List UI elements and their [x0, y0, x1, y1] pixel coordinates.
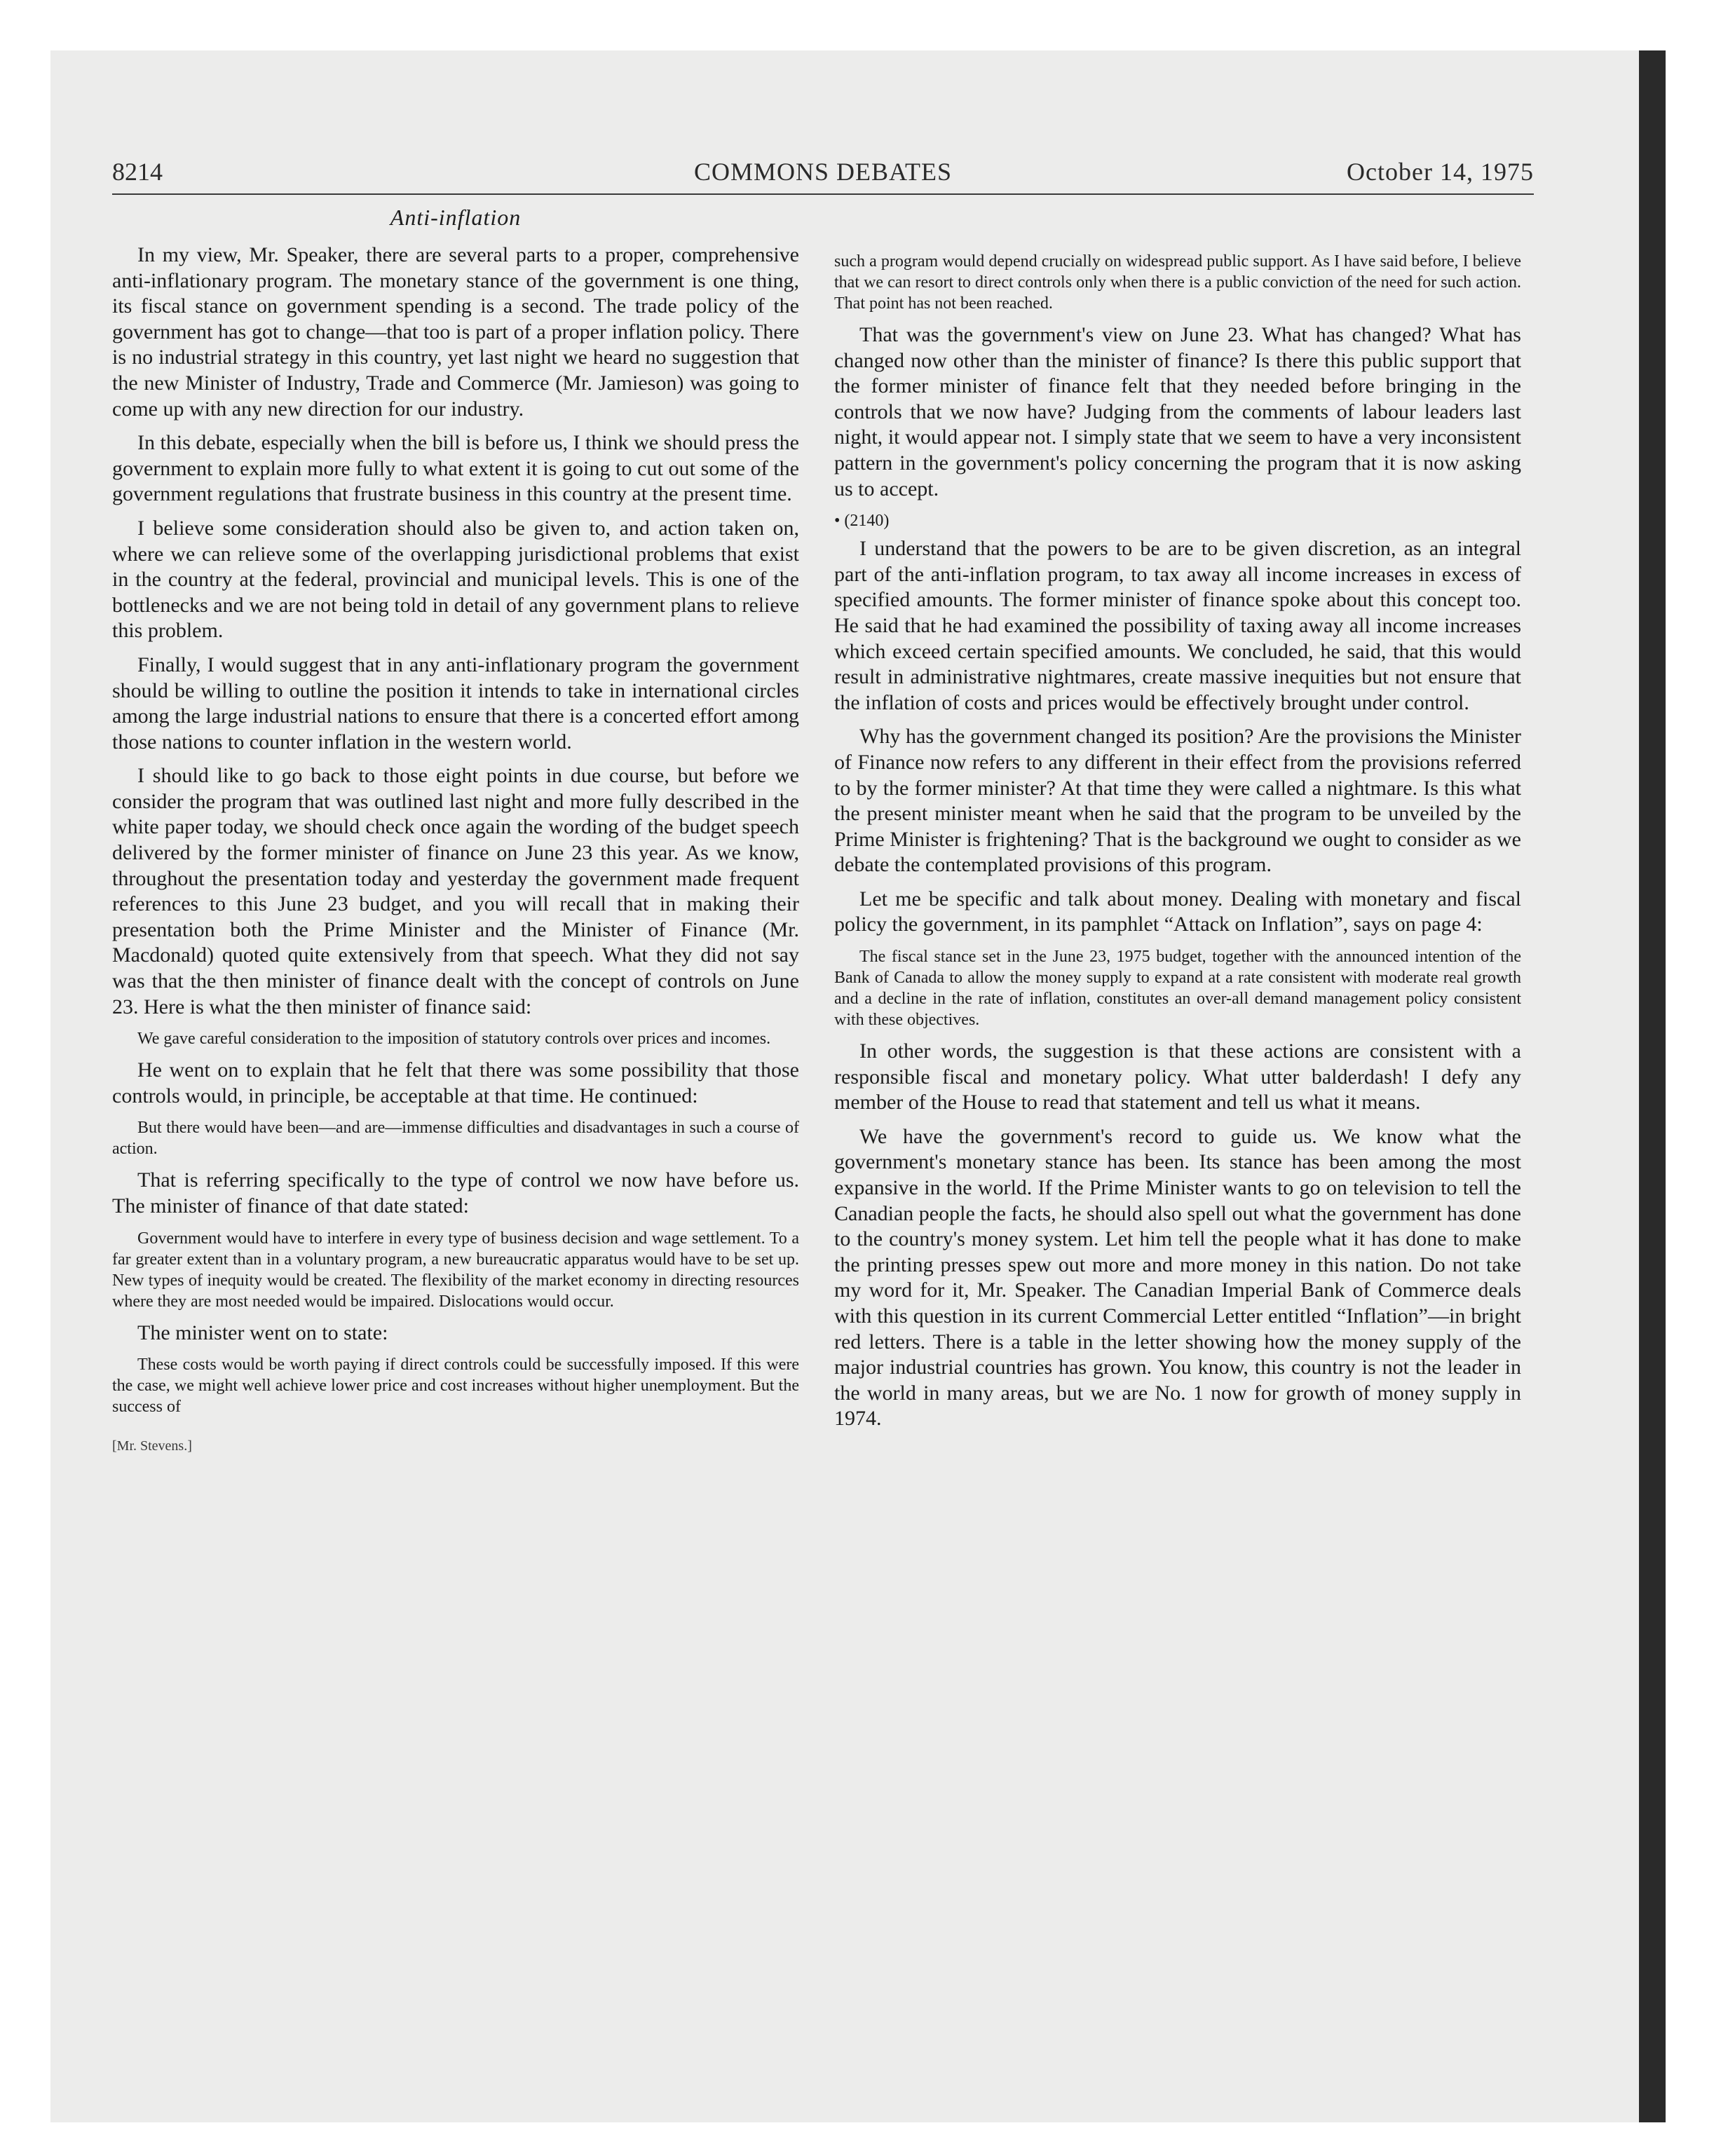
block-quote-continued: such a program would depend crucially on widespread public support. As I have said before, I believe that we can resort to direct controls only when there is a public conviction of the need for such action. That point has not been reached.: [834, 252, 1521, 313]
page-number: 8214: [112, 158, 163, 186]
running-head: Anti-inflation: [390, 205, 522, 230]
block-quote: The fiscal stance set in the June 23, 1975 budget, together with the announced intention of the Bank of Canada to allow the money supply to expand at a rate consistent with moderate real growth and a decline in the rate of inflation, constitutes an over-all demand management policy consistent with these objectives.: [834, 948, 1521, 1030]
header-rule: [112, 193, 1534, 195]
paragraph: That is referring specifically to the type of control we now have before us. The minister of finance of that date stated:: [112, 1168, 799, 1217]
paragraph: The minister went on to state:: [137, 1321, 388, 1344]
block-quote: But there would have been—and are—immense difficulties and disadvantages in such a course of action.: [112, 1119, 799, 1159]
publication-title: COMMONS DEBATES: [693, 158, 953, 186]
paragraph: In my view, Mr. Speaker, there are several parts to a proper, comprehensive anti-inflationary program. The monetary stance of the government is one thing, its fiscal stance on government spending is a second. The trade policy of the government has got to change—that too is part of a proper inflation policy. There is no industrial strategy in this country, yet last night we heard no suggestion that the new Minister of Industry, Trade and Commerce (Mr. Jamieson) was going to come up with any new direction for our industry.: [112, 243, 799, 421]
paragraph: Why has the government changed its position? Are the provisions the Minister of Finance now refers to any different in their effect from the provisions referred to by the former minister? At that time they were called a nightmare. Is this what the present minister meant when he said that the program to be unveiled by the Prime Minister is frightening? That is the background we ought to consider as we debate the contemplated provisions of this program.: [834, 725, 1521, 877]
scan-edge-bar: [1639, 50, 1666, 2122]
paragraph: I believe some consideration should also be given to, and action taken on, where we can relieve some of the overlapping jurisdictional problems that exist in the country at the federal, provincial and municipal levels. This is one of the bottlenecks and we are not being told in detail of any government plans to relieve this problem.: [112, 516, 799, 643]
paragraph: Finally, I would suggest that in any anti-inflationary program the government should be willing to outline the position it intends to take in international circles among the large industrial nations to ensure that there is a concerted effort among those nations to counter inflation in the western world.: [112, 653, 799, 753]
timestamp-marker: • (2140): [834, 512, 890, 531]
page-header: [112, 157, 1534, 192]
block-quote: These costs would be worth paying if direct controls could be successfully imposed. If this were the case, we might well achieve lower price and cost increases without higher unemployment. But the success of: [112, 1356, 799, 1417]
paragraph: That was the government's view on June 23. What has changed? What has changed now other than the minister of finance? Is there this public support that the former minister of finance felt that they needed before bringing in the controls that we now have? Judging from the comments of labour leaders last night, it would appear not. I simply state that we seem to have a very inconsistent pattern in the government's policy concerning the program that it is now asking us to accept.: [834, 323, 1521, 500]
header-date: October 14, 1975: [1347, 158, 1534, 186]
paragraph: I understand that the powers to be are to be given discretion, as an integral part of the anti-inflation program, to tax away all income increases in excess of specified amounts. The former minister of finance spoke about this concept too. He said that he had examined the possibility of taxing away all income increases which exceed certain specified amounts. We concluded, he said, that this would result in administrative nightmares, create massive inequities but not ensure that the inflation of costs and prices would be effectively brought under control.: [834, 537, 1521, 714]
paragraph: Let me be specific and talk about money. Dealing with monetary and fiscal policy the government, in its pamphlet “Attack on Inflation”, says on page 4:: [834, 887, 1521, 936]
paragraph: We have the government's record to guide us. We know what the government's monetary stance has been. Its stance has been among the most expansive in the world. If the Prime Minister wants to go on television to tell the Canadian people the facts, he should also spell out what the government has done to the country's money system. Let him tell the people what it has done to make the printing presses spew out more and more money in this nation. Do not take my word for it, Mr. Speaker. The Canadian Imperial Bank of Commerce deals with this question in its current Commercial Letter entitled “Inflation”—in bright red letters. There is a table in the letter showing how the money supply of the major industrial countries has grown. You know, this country is not the leader in the world in many areas, but we are No. 1 now for growth of money supply in 1974.: [834, 1124, 1521, 1431]
speaker-note: [Mr. Stevens.]: [112, 1438, 192, 1454]
paragraph: In this debate, especially when the bill is before us, I think we should press the government to explain more fully to what extent it is going to cut out some of the government regulations that frustrate business in this country at the present time.: [112, 431, 799, 506]
paragraph: He went on to explain that he felt that there was some possibility that those controls would, in principle, be acceptable at that time. He continued:: [112, 1058, 799, 1107]
left-column: [112, 205, 799, 1454]
block-quote: We gave careful consideration to the imposition of statutory controls over prices and incomes.: [137, 1030, 771, 1049]
block-quote: Government would have to interfere in every type of business decision and wage settlement. To a far greater extent than in a voluntary program, a new bureaucratic apparatus would have to be set up. New types of inequity would be created. The flexibility of the market economy in directing resources where they are most needed would be impaired. Dislocations would occur.: [112, 1229, 799, 1311]
right-column: [834, 251, 1521, 1440]
paragraph: In other words, the suggestion is that these actions are consistent with a responsible fiscal and monetary policy. What utter balderdash! I defy any member of the House to read that statement and tell us what it means.: [834, 1039, 1521, 1114]
paragraph: I should like to go back to those eight points in due course, but before we consider the program that was outlined last night and more fully described in the white paper today, we should check once again the wording of the budget speech delivered by the former minister of finance on June 23 this year. As we know, throughout the presentation today and yesterday the government made frequent references to this June 23 budget, and you will recall that in making their presentation both the Prime Minister and the Minister of Finance (Mr. Macdonald) quoted quite extensively from that speech. What they did not say was that the then minister of finance dealt with the concept of controls on June 23. Here is what the then minister of finance said:: [112, 764, 799, 1018]
